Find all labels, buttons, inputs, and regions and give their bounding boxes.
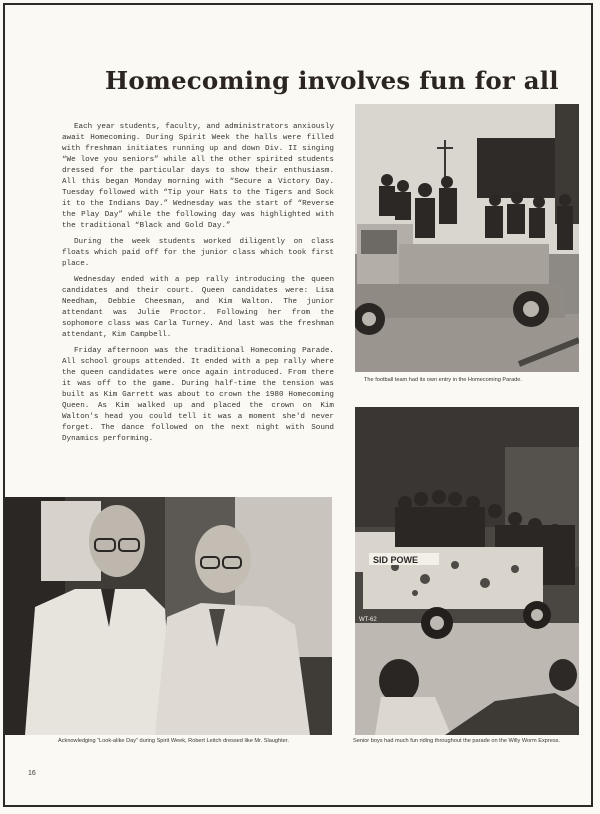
- article-paragraph: Each year students, faculty, and administrators anxiously await Homecoming. During Spirit Week the halls were filled with freshman initiates running up and down Div. II singing “We love you seniors” while all the other spirited students dressed for the particular days to show their enthusiasm. All this began Monday morning with “Secure a Victory Day. Tuesday followed with “Tip your Hats to the Tigers and Sock it to the Indians Day.” Wednesday was the start of “Reverse the Play Day” while the following day was highlighted with the traditional “Black and Gold Day.”: [62, 123, 334, 230]
- senior-boys-photo-art: [355, 407, 579, 735]
- truck-banner-text: SID POWE: [373, 555, 419, 565]
- lookalike-photo: [5, 497, 332, 735]
- article-body: [62, 122, 334, 450]
- senior-boys-photo: [355, 407, 579, 735]
- senior-boys-photo-caption: Senior boys had much fun riding throughout the parade on the Willy Worm Express.: [353, 738, 560, 744]
- article-paragraph: Wednesday ended with a pep rally introducing the queen candidates and their court. Queen candidates were: Lisa Needham, Debbie Cheesman, and Kim Walton. The junior attendant was Julie Proctor. Following her from the sophomore class was Carla Turney. And last was the freshman attendant, Kim Campbell.: [62, 276, 334, 339]
- football-photo-caption: The football team had its own entry in the Homecoming Parade.: [364, 377, 522, 383]
- lookalike-photo-art: [5, 497, 332, 735]
- article-paragraph: During the week students worked diligently on class floats which paid off for the junior class which took first place.: [62, 238, 334, 268]
- lookalike-photo-caption: Acknowledging “Look-alike Day” during Spirit Week, Robert Leitch dressed like Mr. Slaughter.: [58, 738, 289, 744]
- article-paragraph: Friday afternoon was the traditional Homecoming Parade. All school groups attended. It ended with a pep rally where the queen candidates were once again introduced. From there it was off to the game. During half-time the tension was built as Kim Garrett was about to crown the 1980 Homecoming Queen. As Kim walked up and placed the crown on Kim Walton's head you could tell it was a moment she'd never forget. The dance followed on the next night with Sound Dynamics performing.: [62, 347, 334, 443]
- page-number: 16: [28, 770, 36, 777]
- page-title: Homecoming involves fun for all: [105, 66, 559, 95]
- football-team-photo-art: [355, 104, 579, 372]
- football-team-photo: [355, 104, 579, 372]
- truck-plate-text: WT-62: [359, 617, 377, 623]
